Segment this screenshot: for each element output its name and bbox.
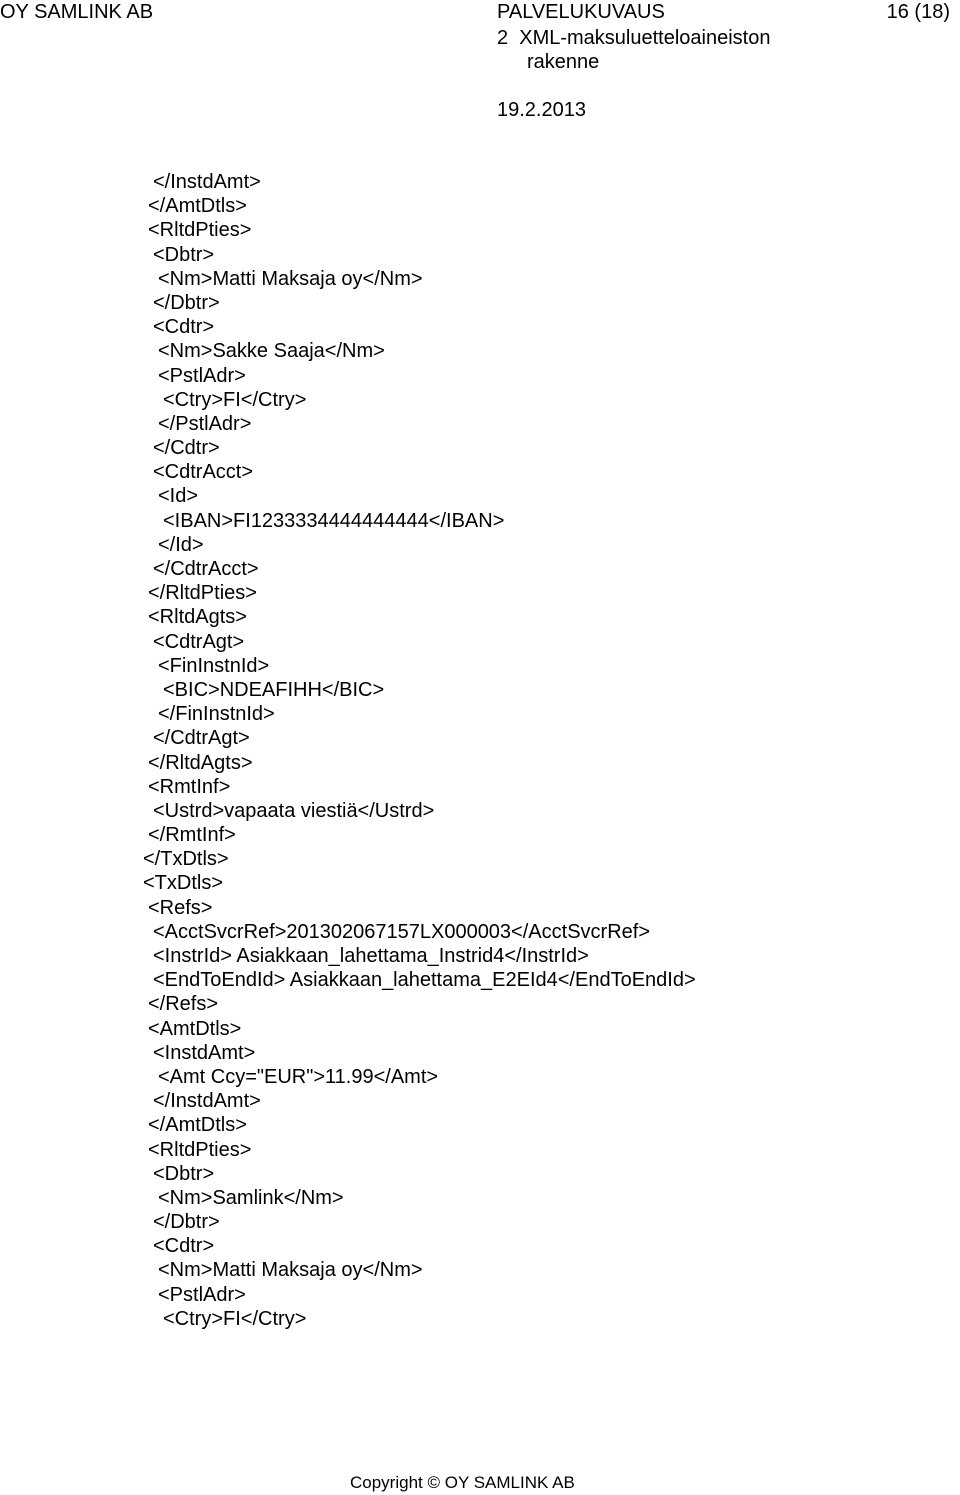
xml-line: <InstrId> Asiakkaan_lahettama_Instrid4</InstrId> <box>153 945 589 967</box>
xml-line: </PstlAdr> <box>158 412 252 435</box>
xml-line: </CdtrAgt> <box>153 727 250 750</box>
xml-line: </RmtInf> <box>148 824 236 847</box>
xml-line: <AcctSvcrRef>201302067157LX000003</AcctSvcrRef> <box>153 920 650 943</box>
section-title-line2: rakenne <box>527 51 600 73</box>
xml-line: </Id> <box>158 533 204 556</box>
xml-line: <InstdAmt> <box>153 1041 256 1064</box>
xml-line: <PstlAdr> <box>158 364 246 387</box>
section-title-line1: 2 XML-maksuluetteloaineiston <box>497 27 771 49</box>
xml-code-listing <box>0 170 696 1331</box>
xml-line: <Dbtr> <box>153 1162 215 1185</box>
xml-line: </Dbtr> <box>153 1211 220 1234</box>
xml-line: <Ctry>FI</Ctry> <box>163 1307 307 1330</box>
document-type: PALVELUKUVAUS <box>497 1 665 23</box>
xml-line: <AmtDtls> <box>148 1017 242 1040</box>
xml-line: <Nm>Matti Maksaja oy</Nm> <box>158 1259 423 1282</box>
xml-line: <Refs> <box>148 896 213 919</box>
xml-line: </Refs> <box>148 993 219 1016</box>
xml-line: <Ctry>FI</Ctry> <box>163 388 307 411</box>
document-date: 19.2.2013 <box>497 99 586 121</box>
xml-line: <Cdtr> <box>153 316 215 339</box>
xml-line: <TxDtls> <box>143 872 224 895</box>
xml-line: <Nm>Matti Maksaja oy</Nm> <box>158 267 423 290</box>
xml-line: <Cdtr> <box>153 1235 215 1258</box>
xml-line: <CdtrAcct> <box>153 461 254 484</box>
xml-line: <Nm>Sakke Saaja</Nm> <box>158 340 385 363</box>
xml-line: </Dbtr> <box>153 291 220 314</box>
xml-line: <FinInstnId> <box>158 654 270 677</box>
xml-line: <RmtInf> <box>148 775 231 798</box>
xml-line: <Id> <box>158 485 199 508</box>
company-name: OY SAMLINK AB <box>0 1 154 23</box>
xml-line: </RltdAgts> <box>148 751 253 774</box>
page-number: 16 (18) <box>886 1 950 23</box>
xml-line: <CdtrAgt> <box>153 630 245 653</box>
xml-line: <Amt Ccy="EUR">11.99</Amt> <box>158 1065 439 1088</box>
xml-line: <Ustrd>vapaata viestiä</Ustrd> <box>153 799 435 822</box>
xml-line: </CdtrAcct> <box>153 558 259 580</box>
xml-line: <RltdPties> <box>148 219 252 242</box>
xml-line: <EndToEndId> Asiakkaan_lahettama_E2EId4</EndToEndId> <box>153 969 696 992</box>
xml-line: </AmtDtls> <box>148 195 247 218</box>
xml-line: <RltdAgts> <box>148 606 247 629</box>
xml-line: <BIC>NDEAFIHH</BIC> <box>163 678 385 701</box>
xml-line: </Cdtr> <box>153 437 220 460</box>
copyright-footer: Copyright © OY SAMLINK AB <box>350 1473 575 1492</box>
xml-line: <RltdPties> <box>148 1138 252 1161</box>
xml-line: </AmtDtls> <box>148 1114 247 1137</box>
xml-line: </InstdAmt> <box>153 1090 261 1113</box>
xml-line: <PstlAdr> <box>158 1283 246 1306</box>
xml-line: <Dbtr> <box>153 243 215 266</box>
xml-line: <Nm>Samlink</Nm> <box>158 1186 344 1209</box>
xml-line: </TxDtls> <box>143 848 229 871</box>
xml-line: <IBAN>FI1233334444444444</IBAN> <box>163 509 505 532</box>
xml-line: </InstdAmt> <box>153 171 261 193</box>
xml-line: </FinInstnId> <box>158 703 275 726</box>
xml-line: </RltdPties> <box>148 582 257 605</box>
